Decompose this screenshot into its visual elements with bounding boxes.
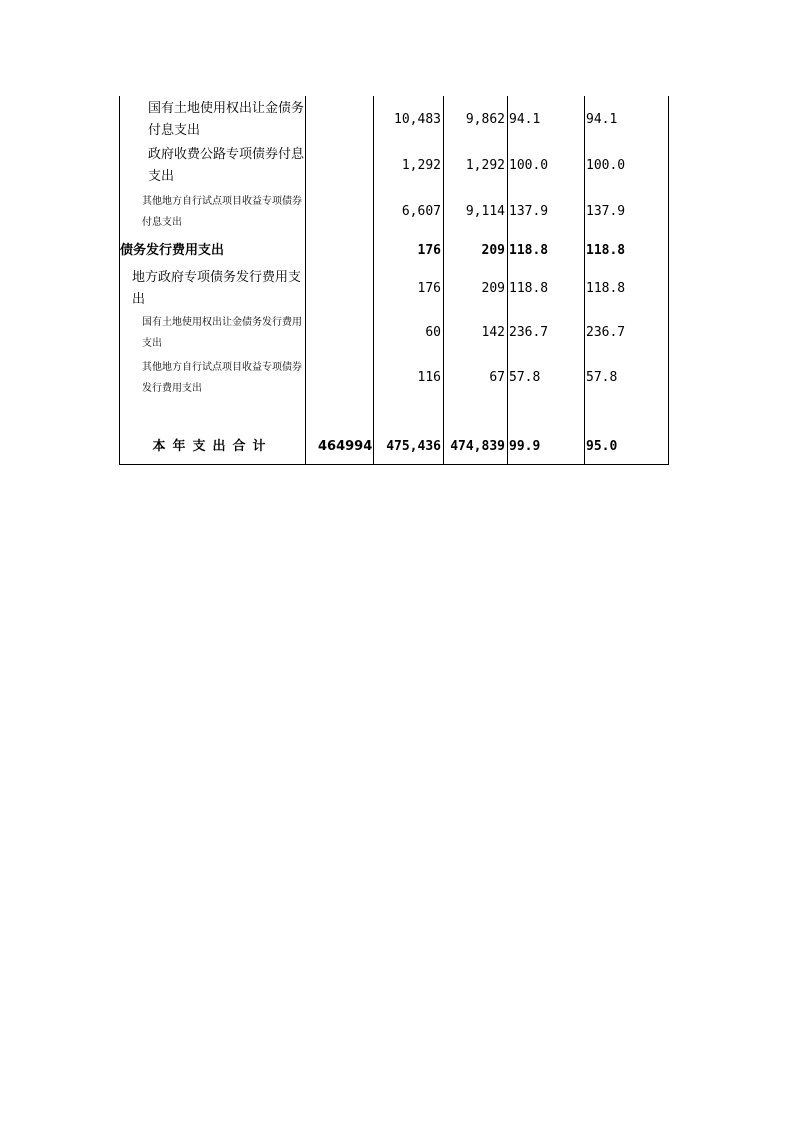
row-ratio-a: 236.7 <box>508 312 585 354</box>
spacer-row <box>120 402 669 430</box>
row-actual: 9,114 <box>444 188 508 236</box>
row-ratio-a: 94.1 <box>508 96 585 144</box>
row-name: 国有土地使用权出让金债务发行费用支出 <box>120 312 306 354</box>
row-adjusted: 60 <box>374 312 444 354</box>
row-adjusted: 176 <box>374 236 444 266</box>
row-adjusted: 6,607 <box>374 188 444 236</box>
total-adjusted: 475,436 <box>374 430 444 464</box>
table-row <box>120 236 669 266</box>
row-ratio-a: 137.9 <box>508 188 585 236</box>
total-ratio-a: 99.9 <box>508 430 585 464</box>
row-budget <box>306 236 374 266</box>
total-label: 本年支出合计 <box>120 430 306 464</box>
row-budget <box>306 144 374 188</box>
table-row <box>120 354 669 402</box>
row-adjusted: 176 <box>374 266 444 312</box>
row-actual: 142 <box>444 312 508 354</box>
row-ratio-a: 118.8 <box>508 266 585 312</box>
row-ratio-b: 137.9 <box>585 188 669 236</box>
table-row <box>120 312 669 354</box>
row-budget <box>306 266 374 312</box>
table-row <box>120 96 669 144</box>
total-ratio-b: 95.0 <box>585 430 669 464</box>
row-budget <box>306 312 374 354</box>
row-name: 政府收费公路专项债券付息支出 <box>120 144 306 188</box>
row-ratio-b: 100.0 <box>585 144 669 188</box>
row-budget <box>306 96 374 144</box>
row-actual: 209 <box>444 236 508 266</box>
row-ratio-b: 118.8 <box>585 266 669 312</box>
row-actual: 9,862 <box>444 96 508 144</box>
row-actual: 209 <box>444 266 508 312</box>
total-row <box>120 430 669 464</box>
row-budget <box>306 188 374 236</box>
row-name: 地方政府专项债务发行费用支出 <box>120 266 306 312</box>
table-row <box>120 188 669 236</box>
row-name: 其他地方自行试点项目收益专项债券发行费用支出 <box>120 354 306 402</box>
expenditure-table <box>119 96 669 465</box>
row-ratio-a: 118.8 <box>508 236 585 266</box>
row-ratio-a: 57.8 <box>508 354 585 402</box>
row-ratio-b: 236.7 <box>585 312 669 354</box>
row-ratio-b: 94.1 <box>585 96 669 144</box>
total-actual: 474,839 <box>444 430 508 464</box>
row-name: 债务发行费用支出 <box>120 236 306 266</box>
row-actual: 67 <box>444 354 508 402</box>
row-adjusted: 116 <box>374 354 444 402</box>
row-ratio-b: 118.8 <box>585 236 669 266</box>
row-ratio-b: 57.8 <box>585 354 669 402</box>
row-adjusted: 10,483 <box>374 96 444 144</box>
row-actual: 1,292 <box>444 144 508 188</box>
table-row <box>120 266 669 312</box>
row-name: 国有土地使用权出让金债务付息支出 <box>120 96 306 144</box>
total-budget: 464994 <box>306 430 374 464</box>
row-name: 其他地方自行试点项目收益专项债券付息支出 <box>120 188 306 236</box>
row-budget <box>306 354 374 402</box>
row-ratio-a: 100.0 <box>508 144 585 188</box>
table-row <box>120 144 669 188</box>
row-adjusted: 1,292 <box>374 144 444 188</box>
